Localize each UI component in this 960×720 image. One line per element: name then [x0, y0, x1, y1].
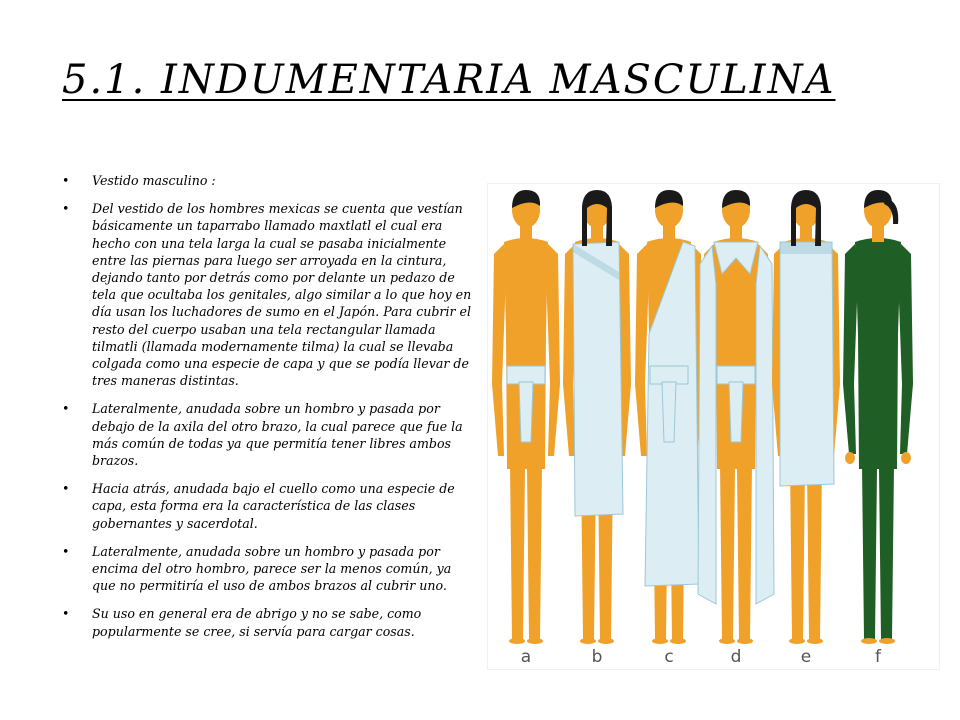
figure-leg	[527, 464, 542, 639]
figure-label: b	[591, 647, 603, 667]
figure-foot	[670, 638, 686, 644]
figure-label: c	[664, 647, 674, 667]
figure-a	[492, 190, 560, 667]
figure-arm	[492, 244, 506, 456]
figure-hand	[901, 452, 911, 464]
slide-title: 5.1. INDUMENTARIA MASCULINA	[62, 57, 836, 103]
figure-e	[772, 190, 840, 667]
bullet-item: • Vestido masculino :	[62, 172, 474, 189]
figure-foot	[719, 638, 735, 644]
figure-arm	[843, 244, 858, 454]
figure-neck	[730, 226, 742, 242]
figure-foot	[879, 638, 895, 644]
loincloth-flap	[729, 382, 743, 442]
loincloth-flap	[662, 382, 676, 442]
tilmatli-cloth	[780, 242, 834, 486]
figure-b	[563, 190, 631, 667]
figure-leg	[807, 464, 822, 639]
figure-leg	[737, 464, 752, 639]
figure-foot	[580, 638, 596, 644]
figure-arm	[635, 244, 649, 456]
figure-neck	[663, 226, 675, 242]
loincloth-band	[650, 366, 688, 384]
figure-foot	[789, 638, 805, 644]
bullet-list	[62, 172, 474, 640]
figure-leg	[790, 464, 805, 639]
bullet-item: • Su uso en general era de abrigo y no se sabe, como popularmente se cree, si servía para cargar cosas.	[62, 605, 474, 639]
figure-neck	[872, 226, 884, 242]
figure-foot	[598, 638, 614, 644]
figure-arm	[546, 244, 560, 456]
figure-c	[635, 190, 703, 667]
clothing-illustration	[487, 183, 940, 670]
cape-right	[756, 246, 774, 604]
figure-neck	[591, 226, 603, 242]
figure-foot	[527, 638, 543, 644]
figure-neck	[520, 226, 532, 242]
loincloth-band	[717, 366, 755, 384]
tilmatli-cloth	[573, 242, 623, 516]
figure-foot	[652, 638, 668, 644]
bullet-item: • Lateralmente, anudada sobre un hombro y pasada por debajo de la axila del otro brazo, la cual parece que fue la más común de todas ya que permitía tener libres ambos brazos.	[62, 400, 474, 469]
figure-torso	[855, 238, 901, 469]
figure-leg	[510, 464, 525, 639]
bullet-item: • Lateralmente, anudada sobre un hombro y pasada por encima del otro hombro, parece ser la menos común, ya que no permitiría el uso de ambos brazos al cubrir uno.	[62, 543, 474, 595]
figure-label: a	[520, 647, 532, 667]
figure-leg	[879, 464, 894, 639]
figure-label: f	[875, 647, 881, 667]
loincloth-flap	[519, 382, 533, 442]
figure-foot	[509, 638, 525, 644]
figure-neck	[800, 226, 812, 242]
cape-left	[698, 246, 716, 604]
figure-foot	[807, 638, 823, 644]
figure-d	[698, 190, 774, 667]
figure-leg	[720, 464, 735, 639]
slide-content	[62, 172, 474, 651]
bullet-item: • Hacia atrás, anudada bajo el cuello como una especie de capa, esta forma era la característica de las clases gobernantes y sacerdotal.	[62, 480, 474, 532]
figure-leg	[862, 464, 877, 639]
clothing-figures-svg	[488, 184, 939, 669]
figure-arm	[898, 244, 913, 454]
bullet-item: • Del vestido de los hombres mexicas se cuenta que vestían básicamente un taparrabo llamado maxtlatl el cual era hecho con una tela larga la cual se pasaba inicialmente entre las piernas para luego ser arroyada en la cintura, dejando tanto por detrás como por delante un pedazo de tela que ocultaba los genitales, algo similar a lo que hoy en día usan los luchadores de sumo en el Japón. Para cubrir el resto del cuerpo usaban una tela rectangular llamada tilmatli (llamada modernamente tilma) la cual se llevaba colgada como una especie de capa y que se podía llevar de tres maneras distintas.	[62, 200, 474, 389]
figure-f	[843, 190, 913, 667]
figure-hand	[845, 452, 855, 464]
figure-label: e	[800, 647, 812, 667]
figure-foot	[861, 638, 877, 644]
loincloth-band	[507, 366, 545, 384]
cloth-fold	[780, 242, 832, 254]
figure-foot	[737, 638, 753, 644]
figure-label: d	[730, 647, 742, 667]
